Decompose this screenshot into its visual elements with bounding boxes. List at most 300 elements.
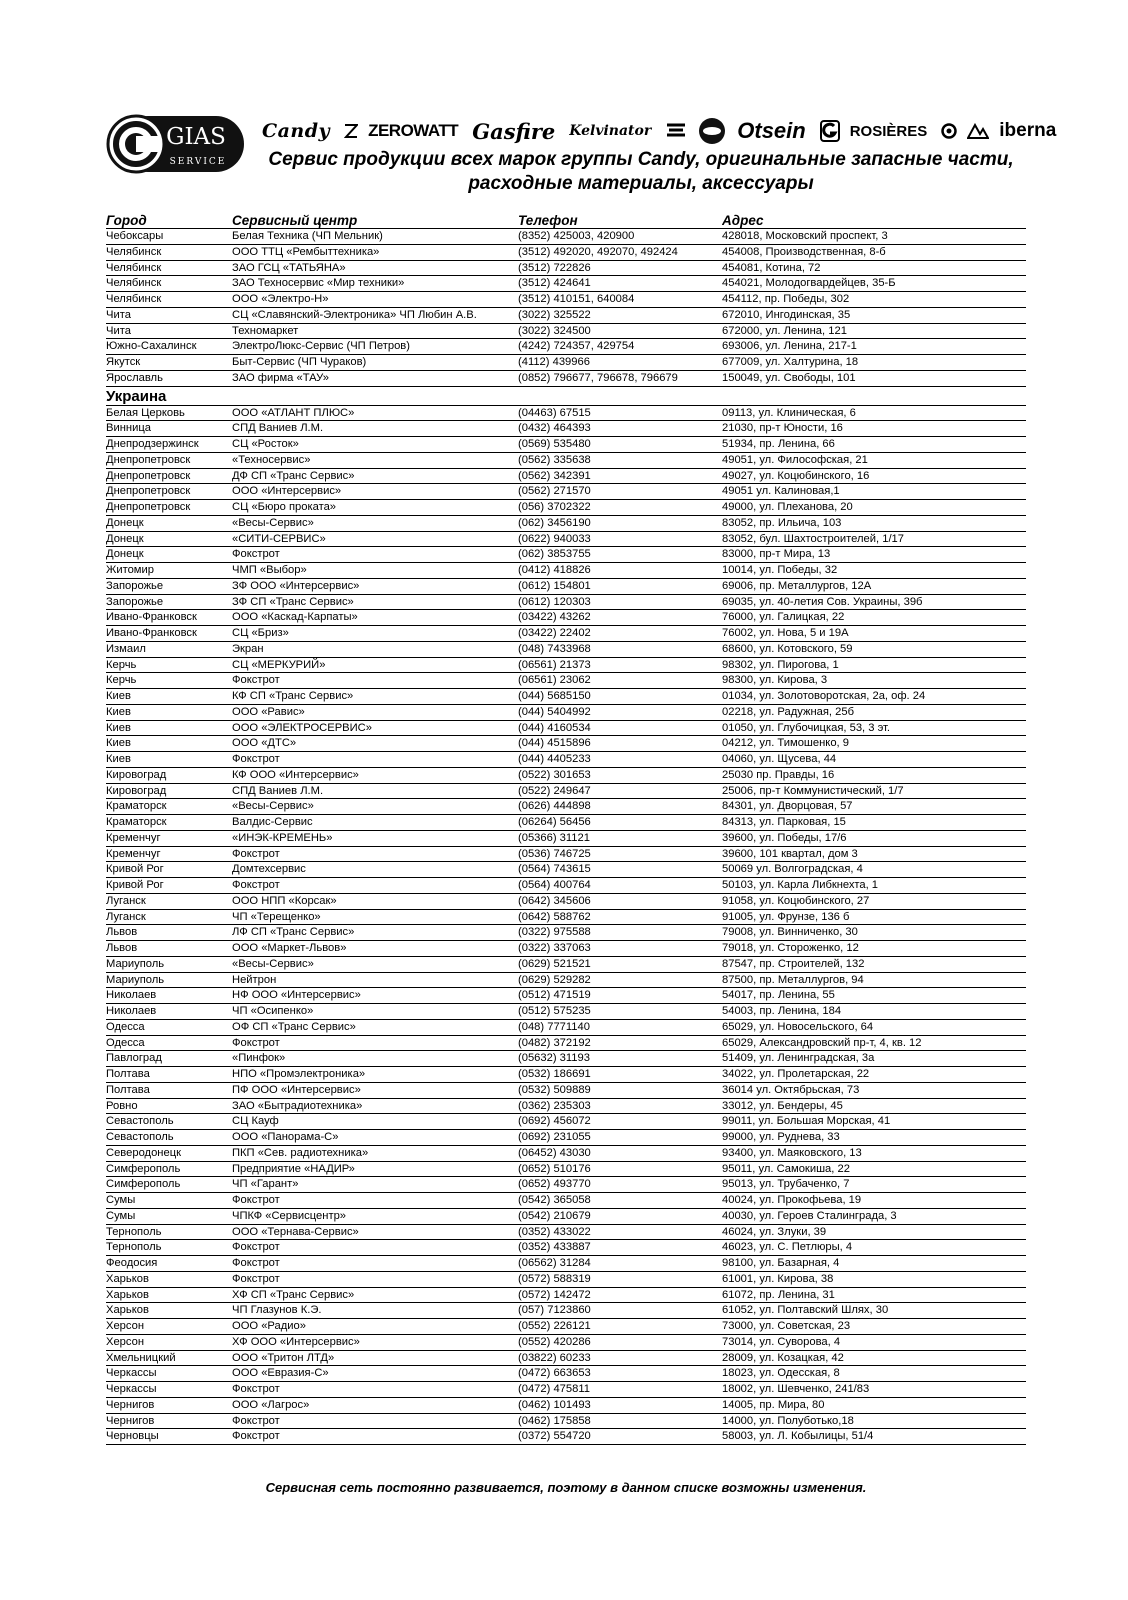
table-row xyxy=(106,1382,1026,1398)
city-cell: Симферополь xyxy=(106,1162,181,1175)
city-cell: Луганск xyxy=(106,910,146,923)
service-center-cell: ЧП «Терещенко» xyxy=(232,910,321,923)
service-center-cell: Валдис-Сервис xyxy=(232,816,313,828)
phone-cell: (06452) 43030 xyxy=(518,1146,591,1159)
table-row xyxy=(106,642,1026,658)
address-cell: 150049, ул. Свободы, 101 xyxy=(722,371,856,384)
service-center-cell: ООО «Радио» xyxy=(232,1320,306,1332)
city-cell: Кременчуг xyxy=(106,847,161,860)
city-cell: Южно-Сахалинск xyxy=(106,340,197,353)
table-row xyxy=(106,1429,1026,1445)
phone-cell: (0572) 142472 xyxy=(518,1288,591,1301)
address-cell: 99011, ул. Большая Морская, 41 xyxy=(722,1115,891,1128)
phone-cell: (8352) 425003, 420900 xyxy=(518,230,635,242)
table-row xyxy=(106,1083,1026,1099)
service-center-cell: Фокстрот xyxy=(232,1241,280,1254)
section-heading-ukraine: Украина xyxy=(106,387,1026,406)
phone-cell: (05366) 31121 xyxy=(518,831,590,844)
city-cell: Северодонецк xyxy=(106,1146,181,1159)
address-cell: 58003, ул. Л. Кобылицы, 51/4 xyxy=(722,1430,874,1443)
service-center-cell: ООО ТТЦ «Рембыттехника» xyxy=(232,245,380,258)
table-row xyxy=(106,229,1026,245)
city-cell: Челябинск xyxy=(106,261,162,274)
phone-cell: (0562) 342391 xyxy=(518,469,591,482)
service-center-cell: Белая Техника (ЧП Мельник) xyxy=(232,230,383,242)
address-cell: 46023, ул. С. Петлюры, 4 xyxy=(722,1241,853,1254)
address-cell: 98300, ул. Кирова, 3 xyxy=(722,674,828,687)
city-cell: Чебоксары xyxy=(106,230,164,242)
city-cell: Севастополь xyxy=(106,1131,174,1143)
service-center-cell: ООО «ЭЛЕКТРОСЕРВИС» xyxy=(232,721,372,734)
city-cell: Запорожье xyxy=(106,595,164,608)
phone-cell: (06561) 23062 xyxy=(518,674,591,687)
address-cell: 36014 ул. Октябрьская, 73 xyxy=(722,1083,860,1096)
phone-cell: (057) 7123860 xyxy=(518,1304,591,1317)
address-cell: 98100, ул. Базарная, 4 xyxy=(722,1257,840,1269)
service-center-cell: ОФ СП «Транс Сервис» xyxy=(232,1020,356,1033)
table-row xyxy=(106,1051,1026,1067)
service-center-cell: КФ ООО «Интерсервис» xyxy=(232,768,359,781)
service-center-cell: ООО «Каскад-Карпаты» xyxy=(232,611,358,624)
phone-cell: (0536) 746725 xyxy=(518,847,591,860)
phone-cell: (0692) 456072 xyxy=(518,1115,591,1128)
phone-cell: (3512) 424641 xyxy=(518,277,591,290)
table-row xyxy=(106,815,1026,831)
city-cell: Харьков xyxy=(106,1304,149,1317)
service-center-cell: ЧП «Осипенко» xyxy=(232,1005,314,1017)
table-row xyxy=(106,579,1026,595)
city-cell: Полтава xyxy=(106,1083,150,1096)
service-center-cell: Фокстрот xyxy=(232,1194,280,1206)
phone-cell: (0462) 175858 xyxy=(518,1414,591,1427)
phone-cell: (0322) 975588 xyxy=(518,926,591,939)
table-row xyxy=(106,595,1026,611)
page-title xyxy=(256,148,1026,196)
column-header-service-center: Сервисный центр xyxy=(232,213,358,228)
address-cell: 49051, ул. Философская, 21 xyxy=(722,453,868,466)
service-center-cell: Нейтрон xyxy=(232,973,277,986)
service-center-cell: НФ ООО «Интерсервис» xyxy=(232,989,361,1002)
address-cell: 83000, пр-т Мира, 13 xyxy=(722,548,831,561)
table-row xyxy=(106,532,1026,548)
phone-cell: (044) 5404992 xyxy=(518,705,591,718)
address-cell: 672010, Ингодинская, 35 xyxy=(722,308,851,321)
address-cell: 28009, ул. Козацкая, 42 xyxy=(722,1351,844,1364)
city-cell: Якутск xyxy=(106,356,141,368)
address-cell: 61001, ул. Кирова, 38 xyxy=(722,1272,834,1285)
phone-cell: (044) 4160534 xyxy=(518,721,591,734)
city-cell: Николаев xyxy=(106,1005,157,1017)
service-center-cell: Фокстрот xyxy=(232,674,280,687)
service-center-cell: Фокстрот xyxy=(232,879,280,891)
phone-cell: (048) 7433968 xyxy=(518,642,591,655)
table-row xyxy=(106,673,1026,689)
address-cell: 50069 ул. Волгоградская, 4 xyxy=(722,863,863,876)
phone-cell: (05632) 31193 xyxy=(518,1052,590,1065)
table-row xyxy=(106,752,1026,768)
table-row xyxy=(106,1130,1026,1146)
service-center-cell: ЧМП «Выбор» xyxy=(232,564,307,576)
service-center-cell: ЗАО «Бытрадиотехника» xyxy=(232,1099,363,1112)
table-row xyxy=(106,245,1026,261)
phone-cell: (0432) 464393 xyxy=(518,422,591,435)
address-cell: 84313, ул. Парковая, 15 xyxy=(722,816,846,828)
service-center-cell: Фокстрот xyxy=(232,1257,280,1269)
service-centers-table xyxy=(106,209,1026,1445)
service-center-cell: ООО «Равис» xyxy=(232,705,305,718)
table-row xyxy=(106,1099,1026,1115)
service-center-cell: СЦ Кауф xyxy=(232,1115,279,1128)
table-row xyxy=(106,500,1026,516)
table-row xyxy=(106,1209,1026,1225)
phone-cell: (0612) 154801 xyxy=(518,579,591,592)
city-cell: Мариуполь xyxy=(106,957,165,970)
rosieres-emblem-icon xyxy=(941,123,957,139)
service-center-cell: ЧП Глазунов К.Э. xyxy=(232,1304,322,1317)
service-center-cell: СПД Ваниев Л.М. xyxy=(232,784,324,797)
brand-iberna: iberna xyxy=(999,120,1057,141)
city-cell: Львов xyxy=(106,926,138,939)
service-center-cell: «Пинфок» xyxy=(232,1052,286,1065)
city-cell: Киев xyxy=(106,721,131,734)
address-cell: 91058, ул. Коцюбинского, 27 xyxy=(722,894,870,907)
table-row xyxy=(106,847,1026,863)
service-center-cell: ДФ СП «Транс Сервис» xyxy=(232,469,355,482)
service-center-cell: ЗАО фирма «ТАУ» xyxy=(232,371,329,384)
address-cell: 54003, пр. Ленина, 184 xyxy=(722,1005,842,1017)
city-cell: Белая Церковь xyxy=(106,406,185,419)
service-center-cell: «ИНЭК-КРЕМЕНЬ» xyxy=(232,831,333,844)
service-center-cell: Фокстрот xyxy=(232,1036,280,1049)
phone-cell: (0692) 231055 xyxy=(518,1131,591,1143)
brand-zerowatt: ZEROWATT xyxy=(368,121,459,140)
phone-cell: (062) 3853755 xyxy=(518,548,591,561)
footer-note: Сервисная сеть постоянно развивается, поэтому в данном списке возможны изменения. xyxy=(265,1480,867,1495)
service-center-cell: ЧП «Гарант» xyxy=(232,1178,299,1191)
service-center-cell: ЛФ СП «Транс Сервис» xyxy=(232,926,355,939)
service-center-cell: Фокстрот xyxy=(232,1430,280,1443)
table-row xyxy=(106,516,1026,532)
phone-cell: (04463) 67515 xyxy=(518,406,591,419)
city-cell: Черкассы xyxy=(106,1367,157,1380)
service-center-cell: ЗАО ГСЦ «ТАТЬЯНА» xyxy=(232,261,346,274)
phone-cell: (0564) 400764 xyxy=(518,879,591,891)
table-row xyxy=(106,689,1026,705)
phone-cell: (06561) 21373 xyxy=(518,658,591,671)
city-cell: Сумы xyxy=(106,1209,136,1222)
address-cell: 04060, ул. Щусева, 44 xyxy=(722,753,837,765)
table-row xyxy=(106,626,1026,642)
address-cell: 69006, пр. Металлургов, 12А xyxy=(722,579,872,592)
address-cell: 95013, ул. Трубаченко, 7 xyxy=(722,1178,850,1191)
address-cell: 01050, ул. Глубочицкая, 53, 3 эт. xyxy=(722,721,891,734)
city-cell: Сумы xyxy=(106,1194,136,1206)
ukraine-rows xyxy=(106,406,1026,1446)
logo-text: GIAS xyxy=(166,124,226,150)
column-header-city: Город xyxy=(106,213,147,228)
phone-cell: (06562) 31284 xyxy=(518,1257,591,1269)
phone-cell: (0532) 509889 xyxy=(518,1083,591,1096)
address-cell: 65029, Александровский пр-т, 4, кв. 12 xyxy=(722,1036,922,1049)
service-center-cell: СЦ «Бюро проката» xyxy=(232,501,337,513)
table-row xyxy=(106,371,1026,387)
city-cell: Ивано-Франковск xyxy=(106,627,197,639)
table-row xyxy=(106,421,1026,437)
address-cell: 83052, пр. Ильича, 103 xyxy=(722,516,842,529)
table-row xyxy=(106,910,1026,926)
address-cell: 93400, ул. Маяковского, 13 xyxy=(722,1146,862,1159)
table-row xyxy=(106,658,1026,674)
phone-cell: (3512) 410151, 640084 xyxy=(518,293,635,305)
service-center-cell: Предприятие «НАДИР» xyxy=(232,1162,355,1175)
gias-service-logo xyxy=(106,114,246,174)
table-row xyxy=(106,484,1026,500)
address-cell: 04212, ул. Тимошенко, 9 xyxy=(722,737,849,750)
service-center-cell: СЦ «Росток» xyxy=(232,438,299,450)
phone-cell: (0482) 372192 xyxy=(518,1036,591,1049)
table-row xyxy=(106,308,1026,324)
address-cell: 99000, ул. Руднева, 33 xyxy=(722,1131,840,1143)
column-header-phone: Телефон xyxy=(518,213,578,228)
table-row xyxy=(106,784,1026,800)
city-cell: Кременчуг xyxy=(106,831,161,844)
city-cell: Донецк xyxy=(106,532,144,545)
table-row xyxy=(106,339,1026,355)
table-row xyxy=(106,957,1026,973)
city-cell: Керчь xyxy=(106,658,137,671)
service-center-cell: ООО «Интерсервис» xyxy=(232,485,342,498)
phone-cell: (3512) 492020, 492070, 492424 xyxy=(518,245,678,258)
stripes-emblem-icon xyxy=(665,122,687,140)
table-row xyxy=(106,1114,1026,1130)
address-cell: 68600, ул. Котовского, 59 xyxy=(722,642,853,655)
phone-cell: (0626) 444898 xyxy=(518,800,591,813)
phone-cell: (4112) 439966 xyxy=(518,356,590,368)
phone-cell: (0564) 743615 xyxy=(518,863,591,876)
city-cell: Одесса xyxy=(106,1020,145,1033)
table-row xyxy=(106,831,1026,847)
phone-cell: (0472) 663653 xyxy=(518,1367,591,1380)
phone-cell: (3512) 722826 xyxy=(518,261,591,274)
address-cell: 25030 пр. Правды, 16 xyxy=(722,768,835,781)
phone-cell: (0322) 337063 xyxy=(518,942,591,954)
address-cell: 18002, ул. Шевченко, 241/83 xyxy=(722,1383,870,1395)
phone-cell: (0569) 535480 xyxy=(518,438,591,450)
table-row xyxy=(106,469,1026,485)
table-row xyxy=(106,1193,1026,1209)
brand-rosieres: ROSIÈRES xyxy=(849,122,928,140)
city-cell: Кривой Рог xyxy=(106,863,164,876)
address-cell: 454112, пр. Победы, 302 xyxy=(722,293,850,305)
address-cell: 34022, ул. Пролетарская, 22 xyxy=(722,1068,870,1080)
service-center-cell: Фокстрот xyxy=(232,753,280,765)
service-center-cell: ХФ ООО «Интерсервис» xyxy=(232,1335,360,1348)
service-center-cell: Фокстрот xyxy=(232,548,280,561)
phone-cell: (0552) 226121 xyxy=(518,1320,591,1332)
service-center-cell: СПД Ваниев Л.М. xyxy=(232,422,324,435)
phone-cell: (0562) 335638 xyxy=(518,453,591,466)
phone-cell: (3022) 325522 xyxy=(518,308,591,321)
service-center-cell: Экран xyxy=(232,642,264,655)
service-center-cell: Фокстрот xyxy=(232,847,280,860)
table-row xyxy=(106,355,1026,371)
city-cell: Чернигов xyxy=(106,1414,155,1427)
page-title-line-2: расходные материалы, аксессуары xyxy=(468,173,814,194)
city-cell: Херсон xyxy=(106,1335,145,1348)
address-cell: 09113, ул. Клиническая, 6 xyxy=(722,406,856,419)
table-row xyxy=(106,1146,1026,1162)
city-cell: Тернополь xyxy=(106,1225,162,1238)
logo-subtext: SERVICE xyxy=(169,157,227,167)
service-center-cell: ООО «Лагрос» xyxy=(232,1398,310,1411)
address-cell: 672000, ул. Ленина, 121 xyxy=(722,324,847,337)
city-cell: Чернигов xyxy=(106,1398,155,1411)
city-cell: Львов xyxy=(106,942,138,954)
phone-cell: (0572) 588319 xyxy=(518,1272,591,1285)
service-center-cell: Быт-Сервис (ЧП Чураков) xyxy=(232,356,367,368)
table-row xyxy=(106,406,1026,422)
phone-cell: (0362) 235303 xyxy=(518,1099,591,1112)
table-row xyxy=(106,1177,1026,1193)
table-row xyxy=(106,610,1026,626)
service-center-cell: ПФ ООО «Интерсервис» xyxy=(232,1083,361,1096)
russia-rows xyxy=(106,229,1026,387)
service-center-cell: Фокстрот xyxy=(232,1414,280,1427)
phone-cell: (03422) 22402 xyxy=(518,627,591,639)
phone-cell: (048) 7771140 xyxy=(518,1020,590,1033)
table-row xyxy=(106,563,1026,579)
city-cell: Киев xyxy=(106,690,131,702)
service-center-cell: ООО «Евразия-С» xyxy=(232,1367,329,1380)
city-cell: Киев xyxy=(106,737,131,750)
table-row xyxy=(106,941,1026,957)
phone-cell: (0642) 588762 xyxy=(518,910,591,923)
city-cell: Днепропетровск xyxy=(106,501,191,513)
address-cell: 40024, ул. Прокофьева, 19 xyxy=(722,1194,862,1206)
table-row xyxy=(106,988,1026,1004)
address-cell: 84301, ул. Дворцовая, 57 xyxy=(722,800,853,813)
phone-cell: (06264) 56456 xyxy=(518,816,591,828)
service-center-cell: ЗФ ООО «Интерсервис» xyxy=(232,579,360,592)
city-cell: Челябинск xyxy=(106,245,162,258)
table-row xyxy=(106,736,1026,752)
brand-kelvinator: Kelvinator xyxy=(569,123,652,139)
phone-cell: (0562) 271570 xyxy=(518,485,591,498)
table-row xyxy=(106,1288,1026,1304)
phone-cell: (0542) 365058 xyxy=(518,1194,591,1206)
table-row xyxy=(106,324,1026,340)
address-cell: 677009, ул. Халтурина, 18 xyxy=(722,356,859,368)
table-row xyxy=(106,292,1026,308)
city-cell: Луганск xyxy=(106,894,146,907)
address-cell: 51934, пр. Ленина, 66 xyxy=(722,438,835,450)
city-cell: Харьков xyxy=(106,1272,149,1285)
phone-cell: (0352) 433887 xyxy=(518,1241,591,1254)
address-cell: 02218, ул. Радужная, 25б xyxy=(722,705,854,718)
phone-cell: (0612) 120303 xyxy=(518,595,591,608)
service-center-cell: ХФ СП «Транс Сервис» xyxy=(232,1288,355,1301)
phone-cell: (056) 3702322 xyxy=(518,501,591,513)
city-cell: Днепропетровск xyxy=(106,453,191,466)
service-center-cell: СЦ «Бриз» xyxy=(232,627,289,639)
city-cell: Ярославль xyxy=(106,371,163,384)
address-cell: 87500, пр. Металлургов, 94 xyxy=(722,973,864,986)
service-center-cell: ЭлектроЛюкс-Сервис (ЧП Петров) xyxy=(232,340,410,353)
column-header-address: Адрес xyxy=(722,213,764,228)
address-cell: 428018, Московский проспект, 3 xyxy=(722,230,888,242)
zerowatt-z-icon xyxy=(344,124,358,138)
city-cell: Кировоград xyxy=(106,768,167,781)
table-row xyxy=(106,1303,1026,1319)
table-row xyxy=(106,1162,1026,1178)
service-center-cell: Техномаркет xyxy=(232,324,299,337)
address-cell: 65029, ул. Новосельского, 64 xyxy=(722,1020,874,1033)
phone-cell: (0532) 186691 xyxy=(518,1068,591,1080)
table-row xyxy=(106,799,1026,815)
address-cell: 49000, ул. Плеханова, 20 xyxy=(722,501,853,513)
table-row xyxy=(106,261,1026,277)
phone-cell: (0852) 796677, 796678, 796679 xyxy=(518,371,678,384)
city-cell: Ровно xyxy=(106,1099,138,1112)
table-row xyxy=(106,547,1026,563)
city-cell: Винница xyxy=(106,422,151,435)
brand-otsein: Otsein xyxy=(737,118,806,143)
address-cell: 25006, пр-т Коммунистический, 1/7 xyxy=(722,784,904,797)
address-cell: 95011, ул. Самокиша, 22 xyxy=(722,1162,850,1175)
address-cell: 39600, ул. Победы, 17/6 xyxy=(722,831,847,844)
city-cell: Мариуполь xyxy=(106,973,165,986)
city-cell: Киев xyxy=(106,753,131,765)
city-cell: Кировоград xyxy=(106,784,167,797)
city-cell: Одесса xyxy=(106,1036,145,1049)
phone-cell: (0552) 420286 xyxy=(518,1335,591,1348)
city-cell: Харьков xyxy=(106,1288,149,1301)
address-cell: 21030, пр-т Юности, 16 xyxy=(722,422,843,435)
service-center-cell: ООО НПП «Корсак» xyxy=(232,894,337,907)
phone-cell: (0512) 575235 xyxy=(518,1005,591,1017)
city-cell: Запорожье xyxy=(106,579,164,592)
service-center-cell: ЧПКФ «Сервисцентр» xyxy=(232,1209,347,1222)
phone-cell: (03822) 60233 xyxy=(518,1351,591,1364)
address-cell: 79008, ул. Винниченко, 30 xyxy=(722,926,858,939)
service-center-cell: Домтехсервис xyxy=(232,863,306,876)
address-cell: 76000, ул. Галицкая, 22 xyxy=(722,611,845,624)
city-cell: Павлоград xyxy=(106,1052,162,1065)
phone-cell: (0629) 521521 xyxy=(518,957,591,970)
table-row xyxy=(106,276,1026,292)
address-cell: 69035, ул. 40-летия Сов. Украины, 39б xyxy=(722,595,923,608)
city-cell: Краматорск xyxy=(106,816,167,828)
service-center-cell: «СИТИ-СЕРВИС» xyxy=(232,532,326,545)
address-cell: 14005, пр. Мира, 80 xyxy=(722,1398,825,1411)
brand-gasfire: Gasfire xyxy=(472,118,556,144)
phone-cell: (0542) 210679 xyxy=(518,1209,591,1222)
address-cell: 98302, ул. Пирогова, 1 xyxy=(722,658,839,671)
city-cell: Киев xyxy=(106,705,131,718)
service-center-cell: ПКП «Сев. радиотехника» xyxy=(232,1146,369,1159)
address-cell: 51409, ул. Ленинградская, 3а xyxy=(722,1052,875,1065)
address-cell: 54017, пр. Ленина, 55 xyxy=(722,989,835,1002)
city-cell: Николаев xyxy=(106,989,157,1002)
service-center-cell: ООО «Электро-Н» xyxy=(232,293,329,305)
address-cell: 73014, ул. Суворова, 4 xyxy=(722,1335,841,1348)
table-row xyxy=(106,1414,1026,1430)
address-cell: 454021, Молодогвардейцев, 35-Б xyxy=(722,277,896,290)
service-center-cell: ООО «АТЛАНТ ПЛЮС» xyxy=(232,406,355,419)
phone-cell: (062) 3456190 xyxy=(518,516,591,529)
table-row xyxy=(106,973,1026,989)
table-row xyxy=(106,1366,1026,1382)
